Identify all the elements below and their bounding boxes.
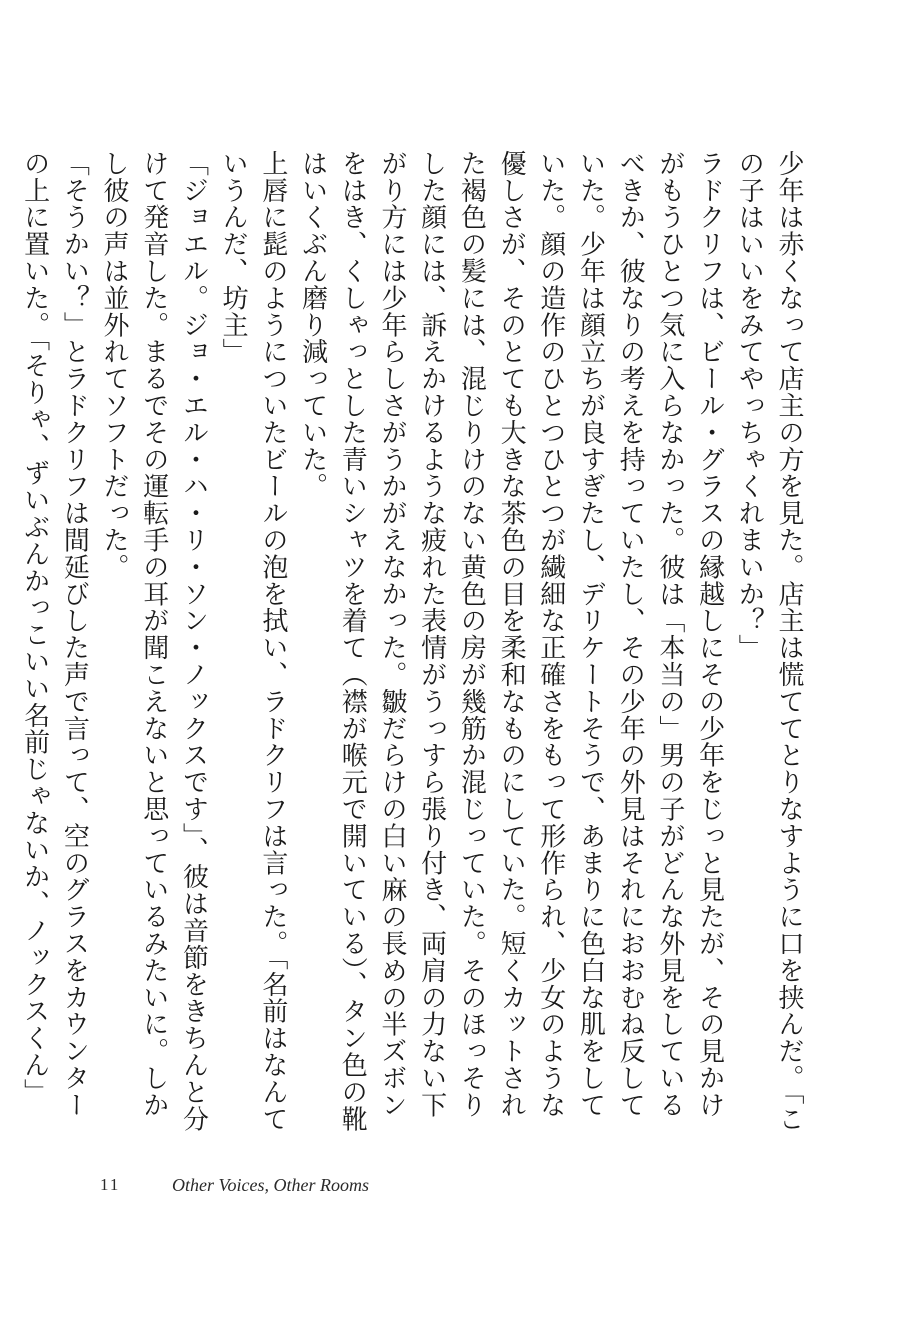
- paragraph-4: 「ジョエル。ジョ・エル・ハ・リ・ソン・ノックスです」、彼は音節をきちんと分けて発音した。まるでその運転手の耳が聞こえないと思っているみたいに。しかし彼の声は並外れてソフトだった。: [99, 150, 209, 1133]
- paragraph-2: ラドクリフは、ビール・グラスの縁越しにその少年をじっと見たが、その見かけがもうひとつ気に入らなかった。彼は「本当の」男の子がどんな外見をしているべきか、彼なりの考えを持っていたし、その少年の外見はそれにおおむね反していた。少年は顔立ちが良すぎたし、デリケートそうで、あまりに色白な肌をしていた。顔の造作のひとつひとつが繊細な正確さをもって形作られ、少女のような優しさが、そのとても大きな茶色の目を柔和なものにしていた。短くカットされた褐色の髪には、混じりけのない黄色の房が幾筋か混じっていた。そのほっそりした顔には、訴えかけるような疲れた表情がうっすら張り付き、両肩の力ない下がり方には少年らしさがうかがえなかった。皺だらけの白い麻の長めの半ズボンをはき、くしゃっとした青いシャツを着て（襟が喉元で開いている）、タン色の靴はいくぶん磨り減っていた。: [297, 150, 725, 1133]
- running-title: Other Voices, Other Rooms: [172, 1174, 369, 1195]
- page-footer: [100, 1172, 369, 1198]
- paragraph-5: 「そうかい？」とラドクリフは間延びした声で言って、空のグラスをカウンターの上に置いた。「そりゃ、ずいぶんかっこいい名前じゃないか、ノックスくん」: [19, 150, 90, 1119]
- body-text: [19, 150, 808, 1145]
- paragraph-1: 少年は赤くなって店主の方を見た。店主は慌ててとりなすように口を挟んだ。「この子はいいをみてやっちゃくれまいか？」: [734, 150, 804, 1133]
- paragraph-3: 上唇に髭のようについたビールの泡を拭い、ラドクリフは言った。「名前はなんていうんだ、坊主」: [218, 150, 288, 1133]
- page-number: 11: [100, 1175, 121, 1194]
